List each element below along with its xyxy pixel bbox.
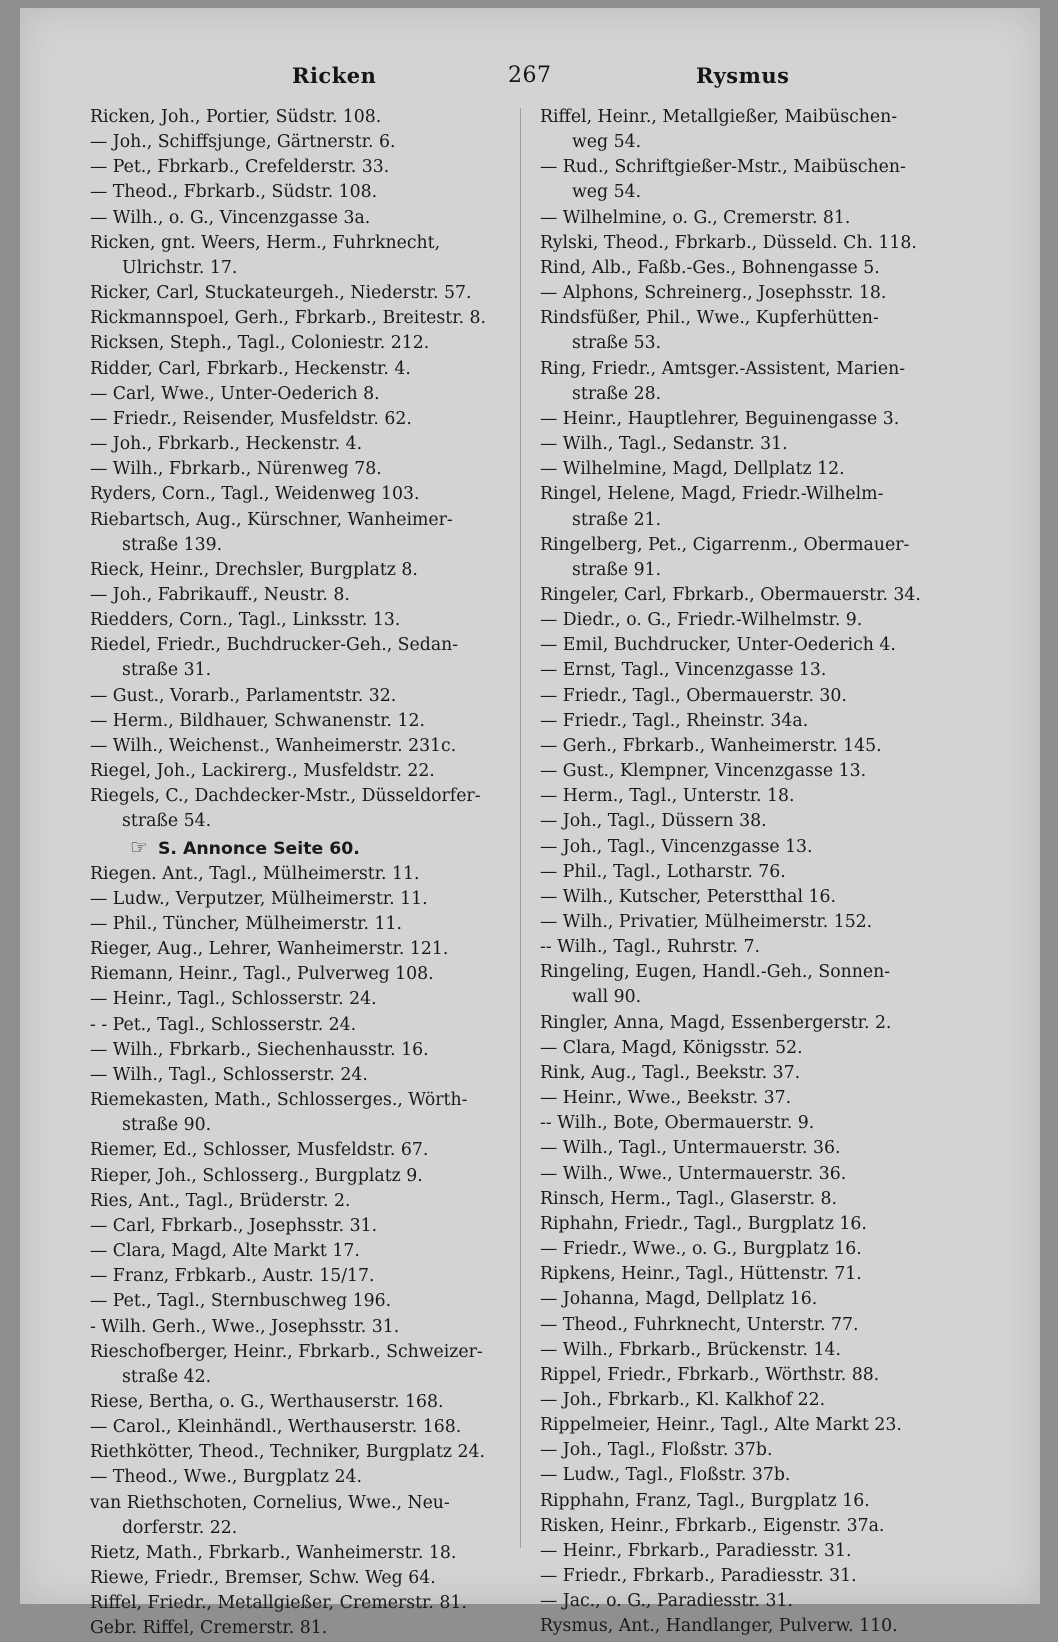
directory-entry: straße 28. [572, 383, 662, 404]
annonce-reference [90, 835, 530, 862]
directory-entry: Rippelmeier, Heinr., Tagl., Alte Markt 23. [540, 1415, 902, 1436]
directory-entry: — Wilh., Tagl., Sedanstr. 31. [540, 434, 788, 455]
directory-page [20, 8, 1040, 1639]
directory-entry: — Theod., Wwe., Burgplatz 24. [90, 1467, 362, 1488]
directory-entry: Riemekasten, Math., Schlosserges., Wörth- [90, 1090, 468, 1111]
directory-entry: straße 21. [572, 509, 662, 530]
directory-entry: Riffel, Heinr., Metallgießer, Maibüschen- [540, 107, 898, 127]
directory-entry: Ringler, Anna, Magd, Essenbergerstr. 2. [540, 1012, 892, 1033]
directory-entry: Rind, Alb., Faßb.-Ges., Bohnengasse 5. [540, 257, 880, 278]
directory-entry: — Wilh., Fbrkarb., Brückenstr. 14. [540, 1339, 842, 1360]
directory-entry: — Theod., Fbrkarb., Südstr. 108. [90, 182, 378, 203]
directory-entry: Ulrichstr. 17. [122, 257, 238, 278]
directory-entry: — Herm., Tagl., Unterstr. 18. [540, 786, 795, 807]
directory-entry: Riethkötter, Theod., Techniker, Burgplatz 24. [90, 1442, 486, 1463]
directory-entry: — Ludw., Verputzer, Mülheimerstr. 11. [90, 888, 428, 909]
directory-entry: — Ludw., Tagl., Floßstr. 37b. [540, 1465, 791, 1486]
directory-entry: Riewe, Friedr., Bremser, Schw. Weg 64. [90, 1568, 436, 1589]
page-header [20, 63, 1040, 103]
directory-entry: Ryders, Corn., Tagl., Weidenweg 103. [90, 484, 420, 505]
directory-entry: — Gerh., Fbrkarb., Wanheimerstr. 145. [540, 735, 882, 756]
header-left-keyword: Ricken [292, 63, 377, 88]
directory-entry: Rieck, Heinr., Drechsler, Burgplatz 8. [90, 559, 418, 580]
directory-entry: straße 42. [122, 1366, 212, 1387]
directory-entry: — Joh., Fbrkarb., Kl. Kalkhof 22. [540, 1389, 826, 1410]
directory-entry: — Joh., Fbrkarb., Heckenstr. 4. [90, 434, 363, 455]
directory-entry: — Friedr., Fbrkarb., Paradiesstr. 31. [540, 1566, 857, 1587]
directory-entry: Riphahn, Friedr., Tagl., Burgplatz 16. [540, 1213, 867, 1234]
directory-entry: — Emil, Buchdrucker, Unter-Oederich 4. [540, 635, 896, 656]
directory-entry: — Heinr., Fbrkarb., Paradiesstr. 31. [540, 1540, 852, 1561]
directory-entry: Risken, Heinr., Fbrkarb., Eigenstr. 37a. [540, 1515, 885, 1536]
directory-entry: — Joh., Tagl., Düssern 38. [540, 811, 767, 832]
left-column [90, 105, 530, 1642]
directory-entry: Ricker, Carl, Stuckateurgeh., Niederstr. 57. [90, 283, 472, 304]
directory-entry: — Wilh., Weichenst., Wanheimerstr. 231c. [90, 735, 457, 756]
annonce-text: S. Annonce Seite 60. [157, 838, 360, 859]
directory-entry: Rylski, Theod., Fbrkarb., Düsseld. Ch. 118. [540, 232, 917, 253]
directory-entry: Riegen. Ant., Tagl., Mülheimerstr. 11. [90, 863, 420, 884]
directory-entry: Riebartsch, Aug., Kürschner, Wanheimer- [90, 509, 453, 530]
directory-entry: straße 139. [122, 534, 223, 555]
directory-entry: Ricken, gnt. Weers, Herm., Fuhrknecht, [90, 232, 441, 253]
directory-entry: Riffel, Friedr., Metallgießer, Cremerstr. 81. [90, 1593, 467, 1614]
directory-entry: Riedel, Friedr., Buchdrucker-Geh., Sedan- [90, 635, 459, 656]
directory-entry: Riedders, Corn., Tagl., Linksstr. 13. [90, 610, 401, 631]
directory-entry: Rieger, Aug., Lehrer, Wanheimerstr. 121. [90, 939, 449, 960]
directory-entry: — Theod., Fuhrknecht, Unterstr. 77. [540, 1314, 859, 1335]
directory-entry: — Clara, Magd, Alte Markt 17. [90, 1241, 360, 1262]
directory-entry: — Pet., Fbrkarb., Crefelderstr. 33. [90, 157, 390, 178]
directory-entry: — Wilh., Fbrkarb., Siechenhausstr. 16. [90, 1039, 429, 1060]
directory-entry: — Joh., Tagl., Vincenzgasse 13. [540, 836, 813, 857]
directory-entry: -- Wilh., Bote, Obermauerstr. 9. [540, 1113, 815, 1134]
directory-entry: — Heinr., Wwe., Beekstr. 37. [540, 1088, 792, 1109]
directory-entry: - - Pet., Tagl., Schlosserstr. 24. [90, 1014, 357, 1035]
directory-entry: — Herm., Bildhauer, Schwanenstr. 12. [90, 710, 426, 731]
directory-entry: — Friedr., Wwe., o. G., Burgplatz 16. [540, 1239, 862, 1260]
directory-entry: straße 53. [572, 333, 662, 354]
directory-entry: — Phil., Tagl., Lotharstr. 76. [540, 861, 786, 882]
directory-entry: Riemer, Ed., Schlosser, Musfeldstr. 67. [90, 1140, 429, 1161]
directory-entry: — Wilh., Kutscher, Peterstthal 16. [540, 886, 836, 907]
directory-entry: Riese, Bertha, o. G., Werthauserstr. 168. [90, 1391, 444, 1412]
directory-entry: straße 91. [572, 559, 662, 580]
directory-entry: — Joh., Schiffsjunge, Gärtnerstr. 6. [90, 132, 396, 153]
directory-entry: Ries, Ant., Tagl., Brüderstr. 2. [90, 1190, 351, 1211]
directory-entry: — Alphons, Schreinerg., Josephsstr. 18. [540, 283, 887, 304]
directory-entry: Rinsch, Herm., Tagl., Glaserstr. 8. [540, 1188, 837, 1209]
directory-entry: Gebr. Riffel, Cremerstr. 81. [90, 1618, 328, 1639]
directory-entry: wall 90. [572, 987, 642, 1008]
directory-entry: weg 54. [572, 182, 642, 203]
directory-entry: Rickmannspoel, Gerh., Fbrkarb., Breitestr. 8. [90, 308, 487, 329]
directory-entry: Ricken, Joh., Portier, Südstr. 108. [90, 107, 382, 127]
directory-entry: — Wilh., Wwe., Untermauerstr. 36. [540, 1163, 847, 1184]
directory-entry: Ripkens, Heinr., Tagl., Hüttenstr. 71. [540, 1264, 862, 1285]
directory-entry: — Wilhelmine, Magd, Dellplatz 12. [540, 459, 845, 480]
directory-entry: Ringel, Helene, Magd, Friedr.-Wilhelm- [540, 484, 884, 505]
directory-entry: — Heinr., Tagl., Schlosserstr. 24. [90, 989, 377, 1010]
directory-entry: Rieschofberger, Heinr., Fbrkarb., Schweizer- [90, 1341, 483, 1362]
directory-entry: straße 90. [122, 1115, 212, 1136]
directory-entry: Rietz, Math., Fbrkarb., Wanheimerstr. 18. [90, 1542, 457, 1563]
directory-entry: weg 54. [572, 132, 642, 153]
directory-entry: straße 54. [122, 811, 212, 832]
directory-entry: — Carl, Fbrkarb., Josephsstr. 31. [90, 1215, 378, 1236]
directory-entry: — Jac., o. G., Paradiesstr. 31. [540, 1591, 793, 1612]
directory-entry: — Rud., Schriftgießer-Mstr., Maibüschen- [540, 157, 906, 178]
directory-entry: — Gust., Klempner, Vincenzgasse 13. [540, 761, 867, 782]
directory-entry: — Pet., Tagl., Sternbuschweg 196. [90, 1291, 392, 1312]
page-number: 267 [508, 63, 552, 88]
directory-entry: — Gust., Vorarb., Parlamentstr. 32. [90, 685, 397, 706]
directory-entry: Riemann, Heinr., Tagl., Pulverweg 108. [90, 964, 434, 985]
directory-entry: — Franz, Frbkarb., Austr. 15/17. [90, 1266, 375, 1287]
directory-entry: van Riethschoten, Cornelius, Wwe., Neu- [90, 1492, 450, 1513]
directory-entry: — Diedr., o. G., Friedr.-Wilhelmstr. 9. [540, 610, 863, 631]
directory-entry: straße 31. [122, 660, 212, 681]
right-column [540, 105, 980, 1640]
directory-entry: — Wilh., o. G., Vincenzgasse 3a. [90, 207, 371, 228]
directory-entry: Ringeling, Eugen, Handl.-Geh., Sonnen- [540, 962, 891, 983]
header-right-keyword: Rysmus [696, 63, 790, 88]
directory-entry: Riegels, C., Dachdecker-Mstr., Düsseldorfer- [90, 786, 481, 807]
directory-entry: Rieper, Joh., Schlosserg., Burgplatz 9. [90, 1165, 423, 1186]
directory-entry: Rysmus, Ant., Handlanger, Pulverw. 110. [540, 1616, 898, 1637]
directory-entry: Ringelberg, Pet., Cigarrenm., Obermauer- [540, 534, 910, 555]
directory-entry: — Joh., Fabrikauff., Neustr. 8. [90, 584, 350, 605]
directory-entry: Ricksen, Steph., Tagl., Coloniestr. 212. [90, 333, 430, 354]
pointing-hand-icon: ☞ [130, 834, 148, 859]
directory-entry: -- Wilh., Tagl., Ruhrstr. 7. [540, 937, 761, 958]
directory-entry: — Friedr., Tagl., Rheinstr. 34a. [540, 710, 809, 731]
directory-entry: — Joh., Tagl., Floßstr. 37b. [540, 1440, 773, 1461]
directory-entry: — Friedr., Tagl., Obermauerstr. 30. [540, 685, 847, 706]
directory-entry: Rink, Aug., Tagl., Beekstr. 37. [540, 1062, 801, 1083]
directory-entry: Ridder, Carl, Fbrkarb., Heckenstr. 4. [90, 358, 411, 379]
directory-entry: Ring, Friedr., Amtsger.-Assistent, Marien- [540, 358, 906, 379]
directory-entry: — Wilh., Tagl., Untermauerstr. 36. [540, 1138, 841, 1159]
directory-entry: Riegel, Joh., Lackirerg., Musfeldstr. 22. [90, 761, 435, 782]
directory-entry: — Carl, Wwe., Unter-Oederich 8. [90, 383, 380, 404]
directory-entry: — Clara, Magd, Königsstr. 52. [540, 1037, 803, 1058]
directory-entry: — Wilh., Tagl., Schlosserstr. 24. [90, 1064, 368, 1085]
directory-entry: — Phil., Tüncher, Mülheimerstr. 11. [90, 914, 402, 934]
directory-entry: Ringeler, Carl, Fbrkarb., Obermauerstr. 34. [540, 584, 921, 605]
directory-entry: Rippel, Friedr., Fbrkarb., Wörthstr. 88. [540, 1364, 880, 1385]
directory-entry: — Wilhelmine, o. G., Cremerstr. 81. [540, 207, 851, 228]
directory-entry: — Friedr., Reisender, Musfeldstr. 62. [90, 408, 412, 429]
directory-entry: dorferstr. 22. [122, 1517, 238, 1538]
directory-entry: — Johanna, Magd, Dellplatz 16. [540, 1289, 818, 1310]
directory-entry: — Ernst, Tagl., Vincenzgasse 13. [540, 660, 827, 681]
directory-entry: — Wilh., Fbrkarb., Nürenweg 78. [90, 459, 382, 480]
directory-entry: Rindsfüßer, Phil., Wwe., Kupferhütten- [540, 308, 879, 329]
directory-entry: - Wilh. Gerh., Wwe., Josephsstr. 31. [90, 1316, 400, 1337]
directory-entry: Ripphahn, Franz, Tagl., Burgplatz 16. [540, 1490, 870, 1511]
directory-entry: — Heinr., Hauptlehrer, Beguinengasse 3. [540, 408, 900, 429]
directory-entry: — Carol., Kleinhändl., Werthauserstr. 168. [90, 1417, 462, 1438]
directory-entry: — Wilh., Privatier, Mülheimerstr. 152. [540, 912, 873, 932]
